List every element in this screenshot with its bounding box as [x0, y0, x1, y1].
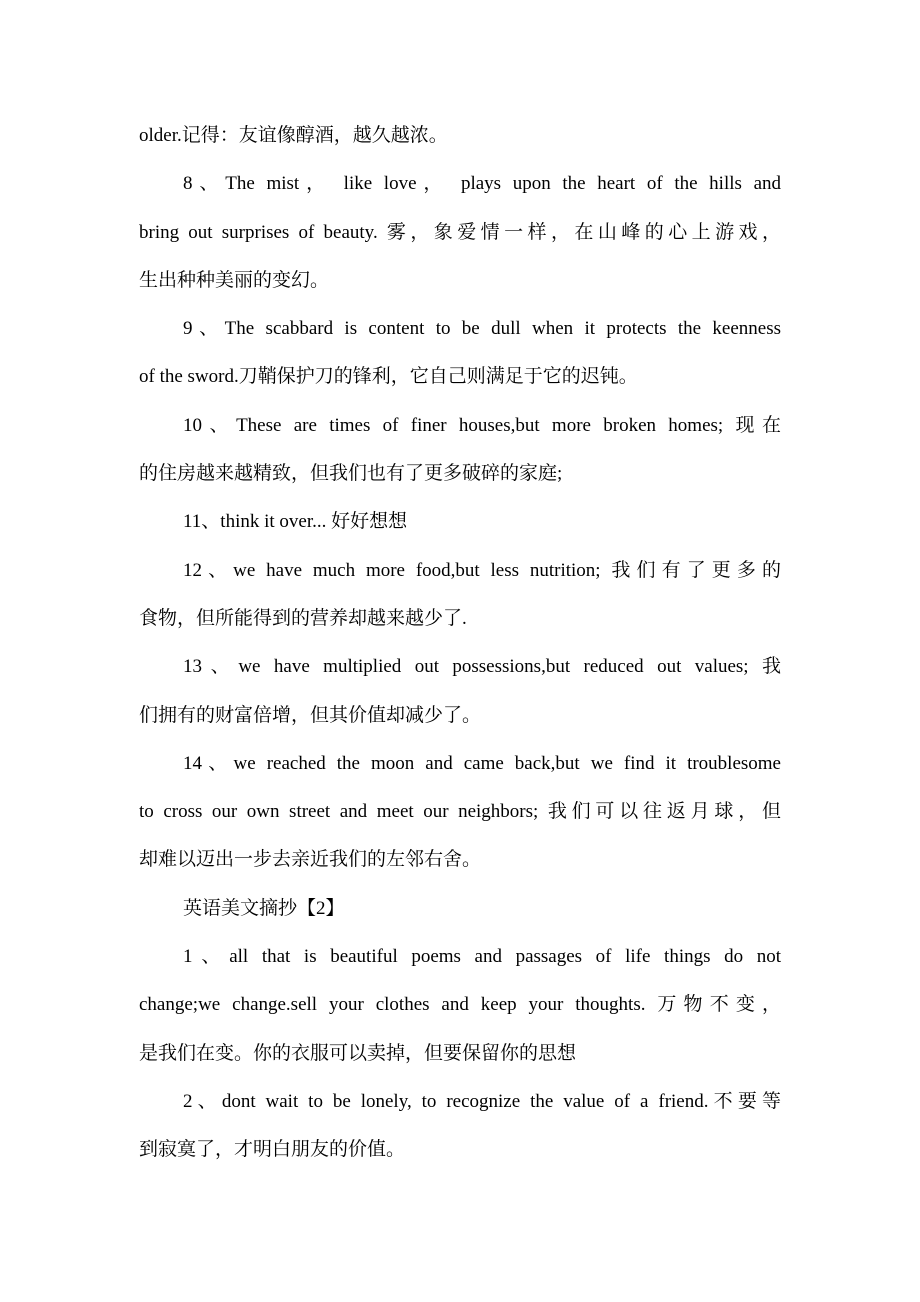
text-line: 8、The mist， like love， plays upon the heart of the hills and [183, 173, 781, 195]
text-line: 的住房越来越精致，但我们也有了更多破碎的家庭; [139, 463, 563, 485]
text-line: 13、we have multiplied out possessions,but reduced out values; 我 [183, 656, 781, 678]
text-line: 到寂寞了，才明白朋友的价值。 [139, 1139, 406, 1161]
text-line: 9、The scabbard is content to be dull when it protects the keenness [183, 318, 781, 340]
text-line: 2、dont wait to be lonely, to recognize the value of a friend.不要等 [183, 1090, 781, 1112]
document-page [139, 112, 781, 1175]
text-line: 14、we reached the moon and came back,but we find it troublesome [183, 752, 781, 774]
text-line: 12、we have much more food,but less nutrition; 我们有了更多的 [183, 559, 781, 581]
text-line: 却难以迈出一步去亲近我们的左邻右舍。 [139, 849, 482, 871]
text-line: older.记得：友谊像醇酒，越久越浓。 [139, 125, 448, 146]
text-line: bring out surprises of beauty. 雾，象爱情一样，在山峰的心上游戏， [139, 221, 781, 243]
text-line: 生出种种美丽的变幻。 [139, 269, 330, 291]
text-line: 是我们在变。你的衣服可以卖掉，但要保留你的思想 [139, 1042, 577, 1064]
text-line: change;we change.sell your clothes and keep your thoughts. 万物不变， [139, 994, 781, 1016]
text-line: of the sword.刀鞘保护刀的锋利，它自己则满足于它的迟钝。 [139, 366, 638, 388]
text-line: 10、These are times of finer houses,but more broken homes; 现在 [183, 414, 781, 436]
text-line: 1、all that is beautiful poems and passages of life things do not [183, 946, 781, 968]
text-line: 们拥有的财富倍增，但其价值却减少了。 [139, 704, 482, 726]
text-line: 食物，但所能得到的营养却越来越少了. [139, 607, 467, 629]
text-line: to cross our own street and meet our neighbors; 我们可以往返月球，但 [139, 801, 781, 823]
text-line: 11、think it over... 好好想想 [183, 511, 408, 533]
section-heading: 英语美文摘抄【2】 [183, 897, 345, 919]
